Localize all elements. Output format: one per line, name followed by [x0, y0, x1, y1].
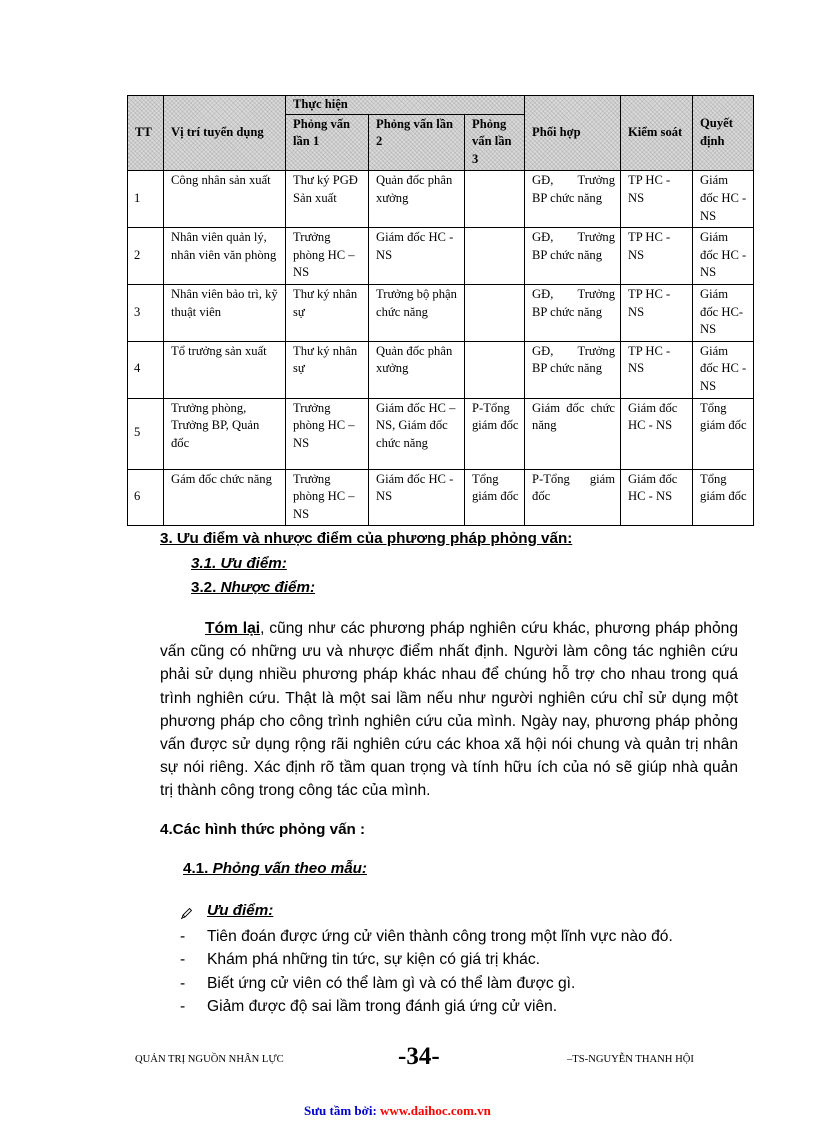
cell-control: Giám đốc HC - NS — [621, 398, 693, 469]
summary-paragraph — [160, 617, 738, 803]
cell-tt: 4 — [128, 341, 164, 398]
footer-author: –TS-NGUYỄN THANH HỘI — [567, 1054, 694, 1065]
coord-line-2: đốc — [532, 489, 551, 504]
section-3-1-title: 3.1. Ưu điểm: — [191, 555, 287, 572]
cell-position: Tổ trưởng sản xuất — [164, 341, 286, 398]
section-4-1-text: Phỏng vấn theo mẫu: — [212, 860, 367, 877]
summary-text: , cũng như các phương pháp nghiên cứu khác, phương pháp phỏng vấn cũng có những ưu và nhược điểm nhất định. Người làm công tác nghiên cứu phải sử dụng nhiều phương pháp khác nhau để chúng hỗ trợ cho nhau trong quá trình nghiên cứu. Thật là một sai lầm nếu như người nghiên cứu chỉ sử dụng một phương pháp cho công trình nghiên cứu của mình. Ngày nay, phương pháp phỏng vấn được sử dụng rộng rãi nghiên cứu các khoa xã hội nói chung và quản trị nhân sự nói riêng. Xác định rõ tầm quan trọng và tính hữu ích của nó sẽ giúp nhà quản trị thành công trong công tác của mình. — [160, 620, 738, 800]
cell-round1: Trưởng phòng HC – NS — [286, 228, 369, 285]
coord-line-2: BP chức năng — [532, 304, 603, 319]
table-row — [128, 341, 754, 398]
table-row — [128, 284, 754, 341]
cell-round3 — [465, 341, 525, 398]
cell-round2: Giám đốc HC – NS, Giám đốc chức năng — [369, 398, 465, 469]
header-execution: Thực hiện — [286, 96, 525, 115]
cell-control: Giám đốc HC - NS — [621, 469, 693, 526]
cell-control: TP HC - NS — [621, 171, 693, 228]
cell-position: Công nhân sản xuất — [164, 171, 286, 228]
header-round1: Phỏng vấn lần 1 — [286, 114, 369, 171]
cell-round2: Trưởng bộ phận chức năng — [369, 284, 465, 341]
coord-line-1: Giám đốc chức — [532, 400, 616, 415]
list-item: - Biết ứng cử viên có thể làm gì và có thể làm được gì. — [180, 972, 673, 995]
list-item: - Khám phá những tin tức, sự kiện có giá trị khác. — [180, 948, 673, 971]
cell-coordination — [525, 469, 621, 526]
cell-round3: P-Tổng giám đốc — [465, 398, 525, 469]
cell-decision: Tổng giám đốc — [693, 398, 754, 469]
cell-coordination — [525, 228, 621, 285]
cell-round1: Thư ký nhân sự — [286, 284, 369, 341]
header-coordination: Phối hợp — [525, 96, 621, 171]
cell-control: TP HC - NS — [621, 341, 693, 398]
cell-round1: Thư ký nhân sự — [286, 341, 369, 398]
footer-course-title: QUẢN TRỊ NGUỒN NHÂN LỰC — [135, 1054, 284, 1065]
cell-position: Nhân viên bảo trì, kỹ thuật viên — [164, 284, 286, 341]
header-round2: Phỏng vấn lần 2 — [369, 114, 465, 171]
cell-round3 — [465, 171, 525, 228]
table-row — [128, 171, 754, 228]
cell-round3 — [465, 228, 525, 285]
section-3-title: 3. Ưu điểm và nhược điểm của phương pháp phỏng vấn: — [160, 530, 573, 547]
coord-line-1: GĐ, Trưởng — [532, 230, 616, 245]
table-row — [128, 228, 754, 285]
cell-position: Trưởng phòng, Trưởng BP, Quản đốc — [164, 398, 286, 469]
cell-tt: 1 — [128, 171, 164, 228]
list-item: - Tiên đoán được ứng cử viên thành công trong một lĩnh vực nào đó. — [180, 925, 673, 948]
section-3-2-number: 3.2. — [191, 579, 221, 596]
cell-control: TP HC - NS — [621, 228, 693, 285]
recruitment-table — [127, 95, 754, 526]
cell-tt: 5 — [128, 398, 164, 469]
coord-line-2: BP chức năng — [532, 190, 603, 205]
coord-line-2: BP chức năng — [532, 361, 603, 376]
cell-round2: Quản đốc phân xưởng — [369, 341, 465, 398]
cell-decision: Tổng giám đốc — [693, 469, 754, 526]
coord-line-2: năng — [532, 418, 557, 433]
cell-round3 — [465, 284, 525, 341]
cell-round1: Trưởng phòng HC – NS — [286, 398, 369, 469]
cell-decision: Giám đốc HC -NS — [693, 228, 754, 285]
cell-coordination — [525, 398, 621, 469]
header-tt: TT — [128, 96, 164, 171]
header-round3: Phỏng vấn lần 3 — [465, 114, 525, 171]
cell-control: TP HC - NS — [621, 284, 693, 341]
source-credit — [304, 1103, 491, 1119]
table-row — [128, 398, 754, 469]
section-3-2-text: Nhược điểm: — [220, 579, 316, 596]
cell-round2: Giám đốc HC - NS — [369, 469, 465, 526]
table-row — [128, 469, 754, 526]
cell-position: Nhân viên quản lý, nhân viên văn phòng — [164, 228, 286, 285]
cell-tt: 6 — [128, 469, 164, 526]
list-item: - Giảm được độ sai lầm trong đánh giá ứng cử viên. — [180, 995, 673, 1018]
advantages-list — [180, 925, 673, 1018]
section-4-title: 4.Các hình thức phỏng vấn : — [160, 821, 366, 838]
coord-line-1: GĐ, Trưởng — [532, 286, 616, 301]
cell-coordination — [525, 341, 621, 398]
advantages-label: Ưu điểm: — [207, 902, 274, 919]
header-control: Kiểm soát — [621, 96, 693, 171]
coord-line-1: GĐ, Trưởng — [532, 173, 616, 188]
cell-coordination — [525, 284, 621, 341]
cell-position: Gám đốc chức năng — [164, 469, 286, 526]
header-position: Vị trí tuyển dụng — [164, 96, 286, 171]
cell-tt: 2 — [128, 228, 164, 285]
cell-round2: Quản đốc phân xưởng — [369, 171, 465, 228]
pencil-icon — [180, 907, 193, 925]
source-link[interactable]: www.daihoc.com.vn — [380, 1103, 491, 1118]
coord-line-1: GĐ, Trưởng — [532, 343, 616, 358]
cell-coordination — [525, 171, 621, 228]
cell-round1: Trưởng phòng HC – NS — [286, 469, 369, 526]
section-4-1-title — [183, 860, 367, 877]
cell-decision: Giám đốc HC -NS — [693, 171, 754, 228]
section-4-1-number: 4.1. — [183, 860, 213, 877]
cell-decision: Giám đốc HC -NS — [693, 341, 754, 398]
cell-tt: 3 — [128, 284, 164, 341]
section-3-2-title — [191, 579, 315, 596]
header-decision: Quyết định — [693, 96, 754, 171]
cell-round2: Giám đốc HC - NS — [369, 228, 465, 285]
page-number: -34- — [398, 1043, 440, 1070]
cell-round3: Tổng giám đốc — [465, 469, 525, 526]
source-label: Sưu tầm bởi: — [304, 1103, 381, 1118]
summary-lead: Tóm lại — [205, 620, 261, 637]
cell-decision: Giám đốc HC- NS — [693, 284, 754, 341]
cell-round1: Thư ký PGĐ Sản xuất — [286, 171, 369, 228]
coord-line-1: P-Tổng giám — [532, 471, 616, 486]
coord-line-2: BP chức năng — [532, 247, 603, 262]
